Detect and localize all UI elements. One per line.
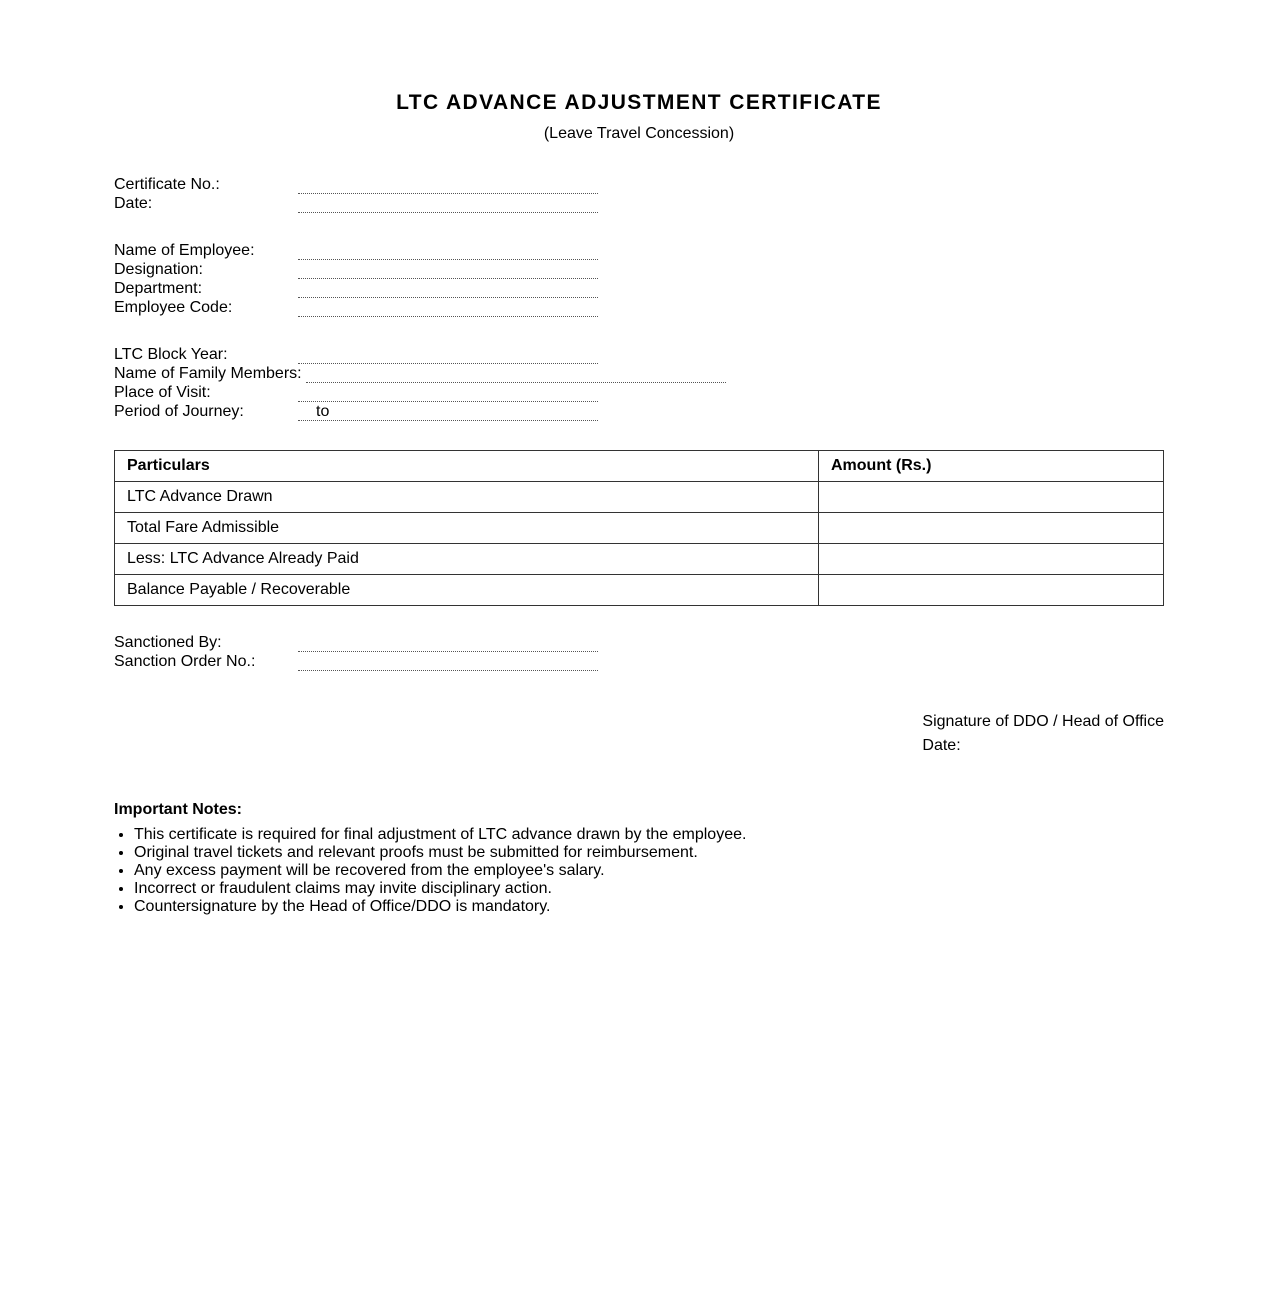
signature-date-label: Date: (922, 737, 961, 754)
period-of-journey-label: Period of Journey: (114, 403, 244, 420)
amount-cell[interactable] (819, 482, 1164, 513)
adjustment-table (114, 450, 1164, 606)
certificate-date-blank[interactable] (298, 212, 598, 213)
particulars-cell: Total Fare Admissible (115, 513, 819, 544)
sanctioned-by-label: Sanctioned By: (114, 634, 222, 651)
list-item: • Original travel tickets and relevant proofs must be submitted for reimbursement. (134, 844, 746, 862)
table-row (115, 544, 1164, 575)
department-label: Department: (114, 280, 203, 297)
block-year-label: LTC Block Year: (114, 346, 228, 363)
designation-blank[interactable] (298, 278, 598, 279)
amount-cell[interactable] (819, 513, 1164, 544)
designation-label: Designation: (114, 261, 203, 278)
employee-name-label: Name of Employee: (114, 242, 255, 259)
certificate-no-blank[interactable] (298, 193, 598, 194)
table-row (115, 575, 1164, 606)
signature-label: Signature of DDO / Head of Office (922, 713, 1164, 730)
period-to-text: to (316, 403, 330, 420)
list-item: • Countersignature by the Head of Office/DDO is mandatory. (134, 898, 746, 916)
family-members-blank[interactable] (306, 382, 726, 383)
notes-title: Important Notes: (114, 801, 242, 818)
list-item: • Incorrect or fraudulent claims may invite disciplinary action. (134, 880, 746, 898)
employee-code-label: Employee Code: (114, 299, 233, 316)
block-year-blank[interactable] (298, 363, 598, 364)
notes-list (114, 826, 746, 916)
employee-name-blank[interactable] (298, 259, 598, 260)
particulars-cell: Less: LTC Advance Already Paid (115, 544, 819, 575)
table-header-row (115, 451, 1164, 482)
table-row (115, 482, 1164, 513)
amount-header: Amount (Rs.) (819, 451, 1164, 482)
family-members-label: Name of Family Members: (114, 365, 302, 382)
amount-cell[interactable] (819, 544, 1164, 575)
sanction-order-blank[interactable] (298, 670, 598, 671)
particulars-cell: LTC Advance Drawn (115, 482, 819, 513)
particulars-cell: Balance Payable / Recoverable (115, 575, 819, 606)
certificate-no-label: Certificate No.: (114, 176, 220, 193)
table-row (115, 513, 1164, 544)
list-item: • Any excess payment will be recovered from the employee's salary. (134, 862, 746, 880)
certificate-date-label: Date: (114, 195, 153, 212)
department-blank[interactable] (298, 297, 598, 298)
amount-cell[interactable] (819, 575, 1164, 606)
sanction-order-label: Sanction Order No.: (114, 653, 256, 670)
page-subtitle: (Leave Travel Concession) (543, 125, 735, 142)
place-of-visit-blank[interactable] (298, 401, 598, 402)
page-title: LTC ADVANCE ADJUSTMENT CERTIFICATE (396, 91, 882, 114)
signature-block (922, 710, 1164, 758)
employee-code-blank[interactable] (298, 316, 598, 317)
particulars-header: Particulars (115, 451, 819, 482)
period-of-journey-blank[interactable] (298, 420, 598, 421)
place-of-visit-label: Place of Visit: (114, 384, 211, 401)
list-item: • This certificate is required for final adjustment of LTC advance drawn by the employee. (134, 826, 746, 844)
sanctioned-by-blank[interactable] (298, 651, 598, 652)
